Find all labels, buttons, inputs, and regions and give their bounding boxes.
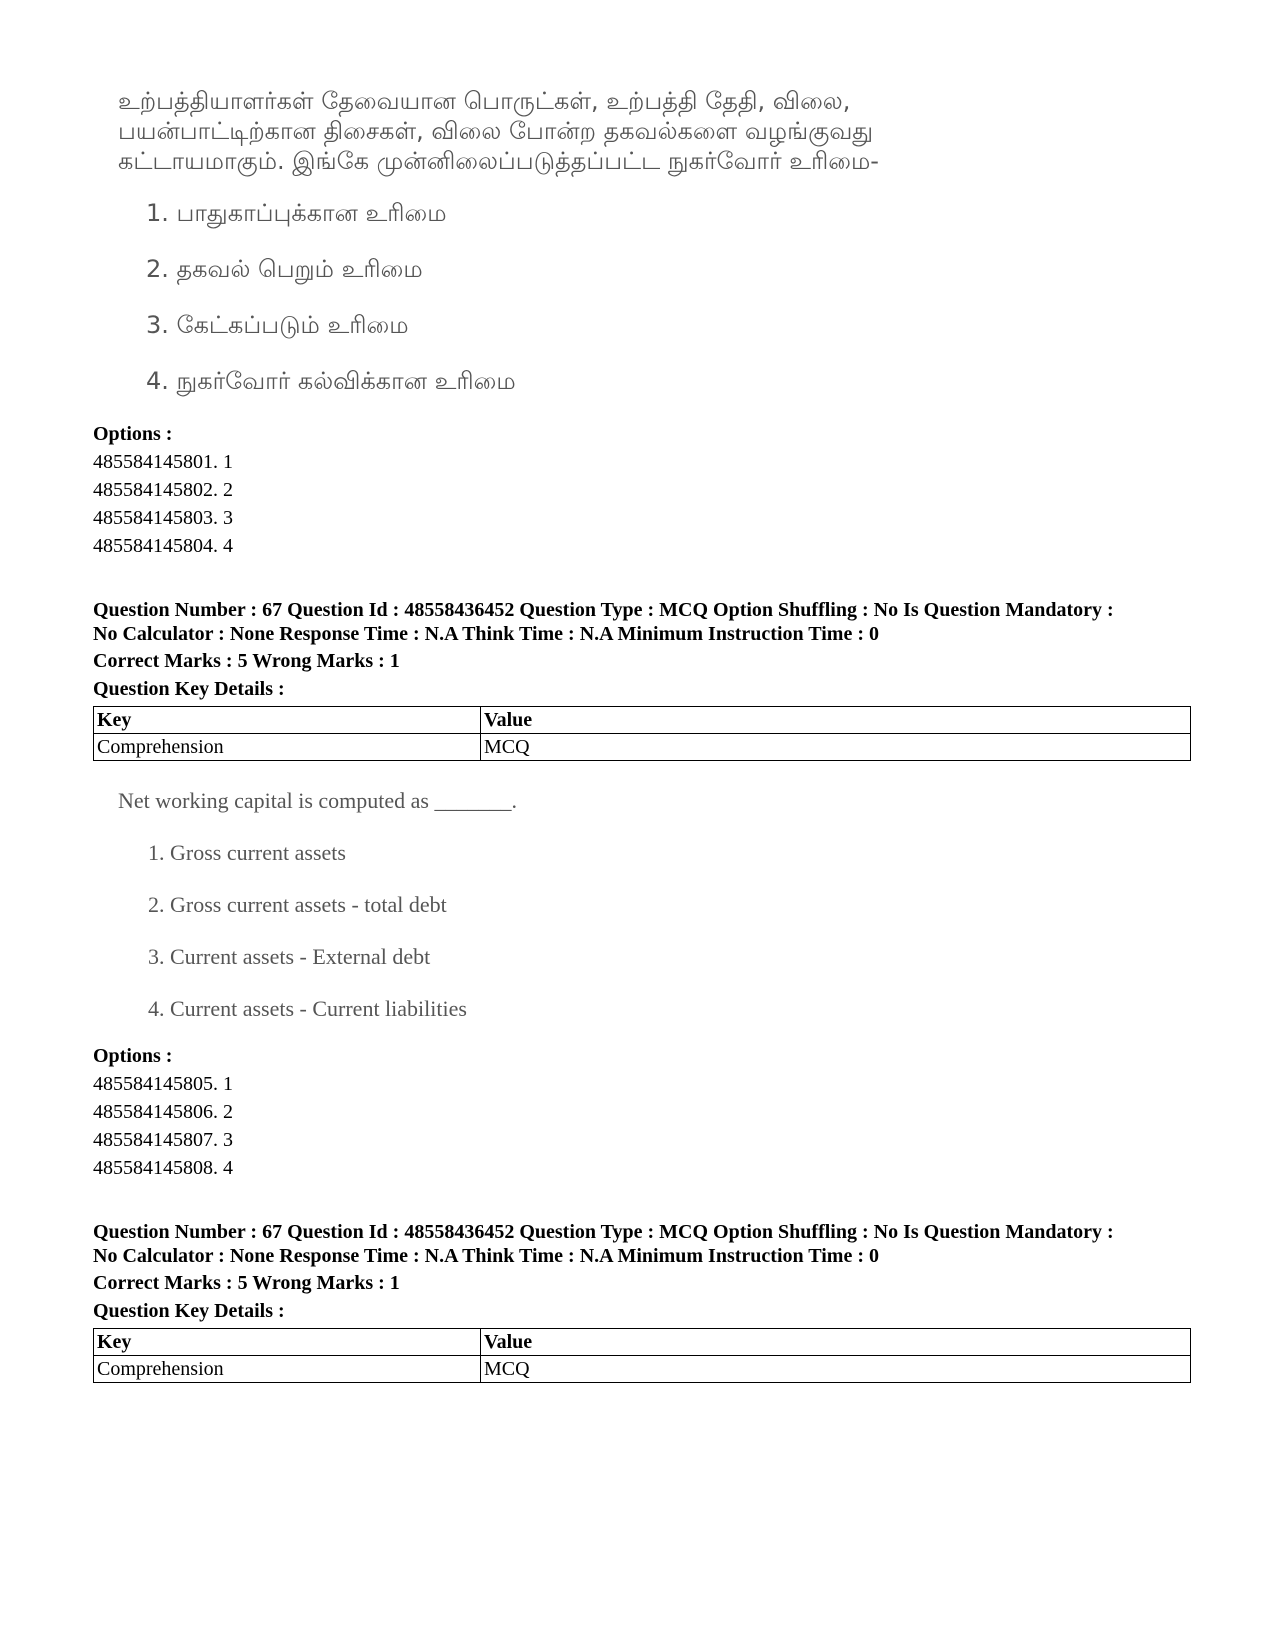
table-header-row [94, 707, 1191, 734]
question-header-line: No Calculator : None Response Time : N.A Think Time : N.A Minimum Instruction Time : 0 [93, 623, 879, 645]
table-header-key: Key [94, 707, 481, 734]
question-header [93, 598, 1213, 646]
english-question-lead: Net working capital is computed as _______. [118, 788, 517, 813]
english-choice: 3. Current assets - External debt [148, 944, 431, 969]
english-choice: 2. Gross current assets - total debt [148, 892, 447, 917]
tamil-paragraph-line: உற்பத்தியாளர்கள் தேவையான பொருட்கள், உற்பத்தி தேதி, விலை, [118, 87, 851, 115]
tamil-choice: 3. கேட்கப்படும் உரிமை [146, 311, 409, 339]
option-item: 485584145805. 1 [93, 1073, 233, 1095]
key-details-label: Question Key Details : [93, 678, 285, 700]
table-header-value: Value [481, 1329, 1191, 1356]
table-row [94, 734, 1191, 761]
table-cell-key: Comprehension [94, 1356, 481, 1383]
table-cell-value: MCQ [481, 734, 1191, 761]
tamil-paragraph-line: கட்டாயமாகும். இங்கே முன்னிலைப்படுத்தப்பட்ட நுகர்வோர் உரிமை- [118, 147, 879, 175]
table-cell-key: Comprehension [94, 734, 481, 761]
key-details-table [93, 706, 1191, 761]
question-header-line: No Calculator : None Response Time : N.A Think Time : N.A Minimum Instruction Time : 0 [93, 1245, 879, 1267]
option-item: 485584145808. 4 [93, 1157, 233, 1179]
option-item: 485584145807. 3 [93, 1129, 233, 1151]
tamil-choice: 4. நுகர்வோர் கல்விக்கான உரிமை [146, 367, 516, 395]
question-header [93, 1220, 1213, 1268]
table-header-key: Key [94, 1329, 481, 1356]
marks-line: Correct Marks : 5 Wrong Marks : 1 [93, 650, 400, 672]
options-label: Options : [93, 1045, 173, 1067]
options-label: Options : [93, 423, 173, 445]
question-header-line: Question Number : 67 Question Id : 48558436452 Question Type : MCQ Option Shuffling : No Is Question Mandatory : [93, 1221, 1114, 1243]
english-choice: 1. Gross current assets [148, 840, 346, 865]
key-details-table [93, 1328, 1191, 1383]
option-item: 485584145803. 3 [93, 507, 233, 529]
table-cell-value: MCQ [481, 1356, 1191, 1383]
table-header-row [94, 1329, 1191, 1356]
key-details-label: Question Key Details : [93, 1300, 285, 1322]
tamil-choice: 2. தகவல் பெறும் உரிமை [146, 255, 423, 283]
english-choice: 4. Current assets - Current liabilities [148, 996, 467, 1021]
question-header-line: Question Number : 67 Question Id : 48558436452 Question Type : MCQ Option Shuffling : No Is Question Mandatory : [93, 599, 1114, 621]
option-item: 485584145801. 1 [93, 451, 233, 473]
table-header-value: Value [481, 707, 1191, 734]
tamil-paragraph-line: பயன்பாட்டிற்கான திசைகள், விலை போன்ற தகவல்களை வழங்குவது [118, 117, 874, 145]
option-item: 485584145804. 4 [93, 535, 233, 557]
option-item: 485584145802. 2 [93, 479, 233, 501]
marks-line: Correct Marks : 5 Wrong Marks : 1 [93, 1272, 400, 1294]
tamil-question-paragraph [118, 86, 1068, 176]
tamil-choice: 1. பாதுகாப்புக்கான உரிமை [146, 199, 447, 227]
option-item: 485584145806. 2 [93, 1101, 233, 1123]
table-row [94, 1356, 1191, 1383]
